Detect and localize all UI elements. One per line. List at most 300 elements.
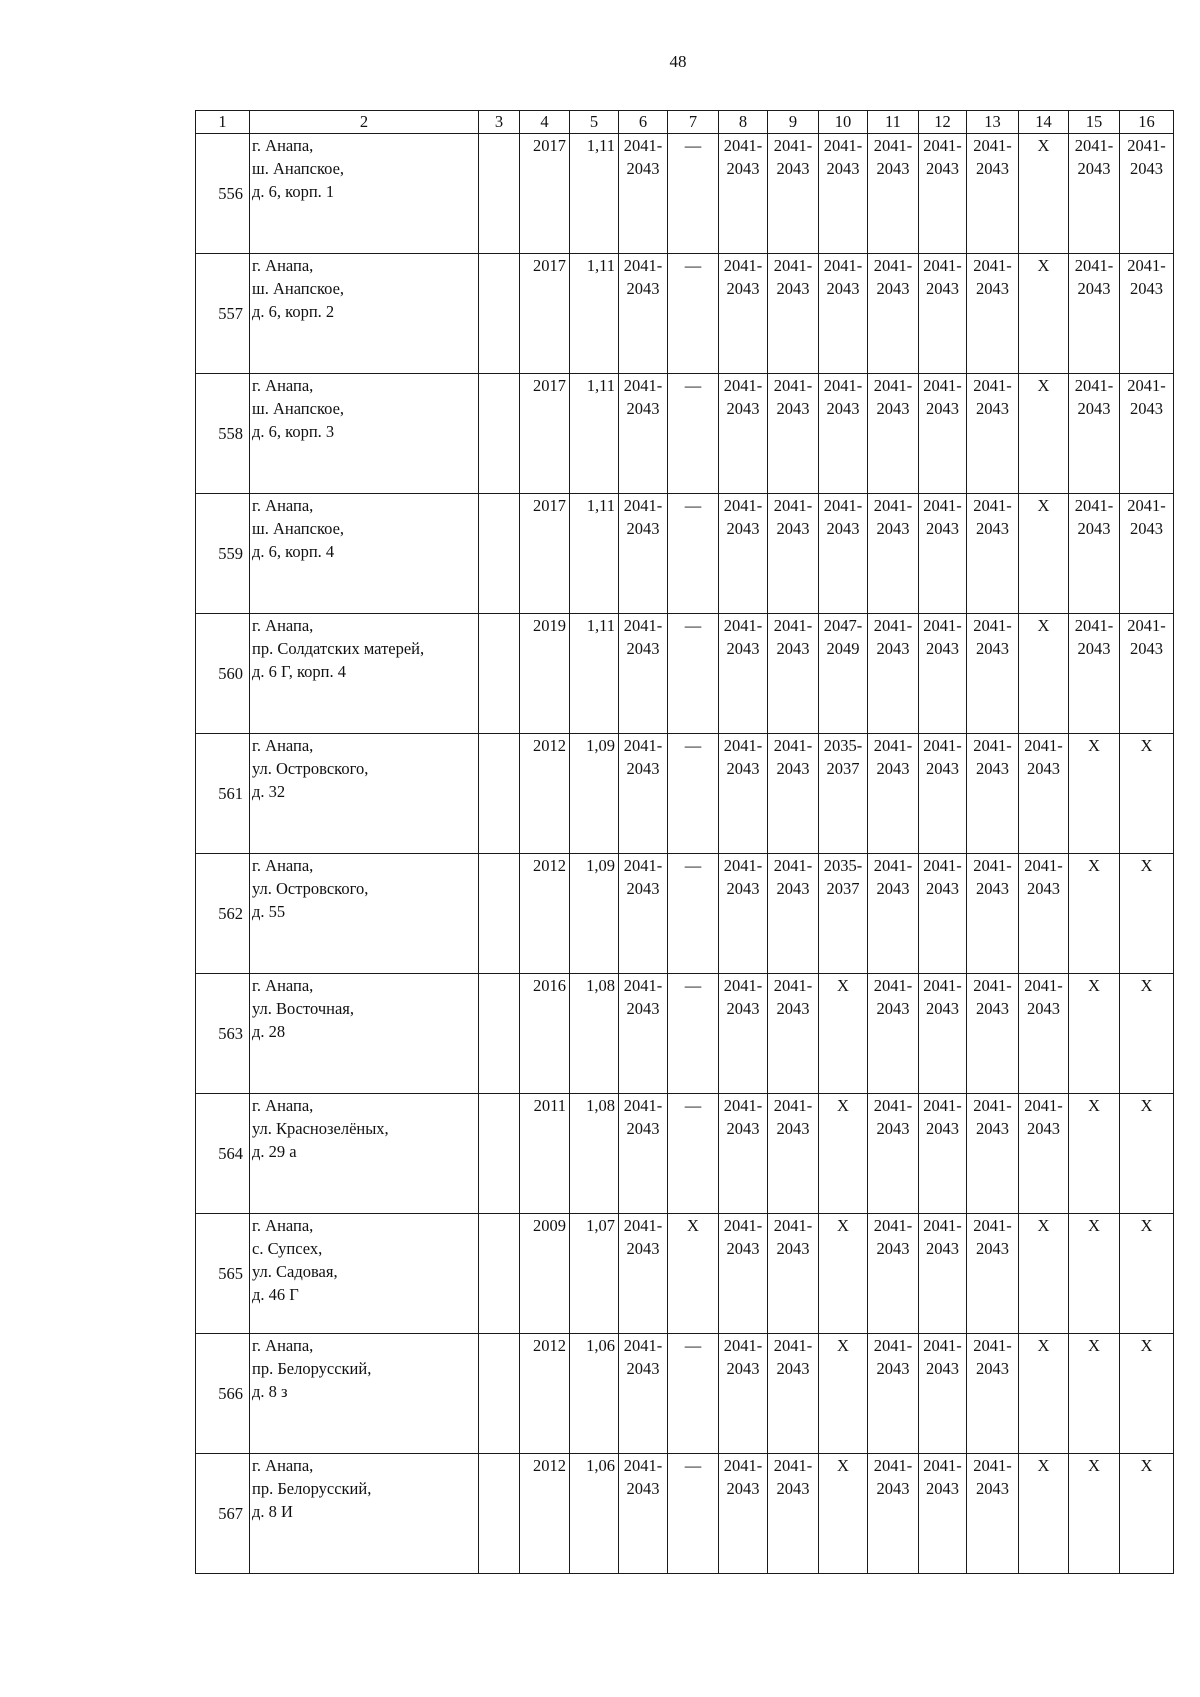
period-cell [719, 854, 768, 974]
table-row [196, 1214, 1174, 1334]
period-end: 2043 [876, 1119, 910, 1138]
period-start: 2041- [873, 856, 913, 875]
period-cell [919, 974, 967, 1094]
period-cell [868, 374, 919, 494]
period-cell [1120, 734, 1174, 854]
period-cell [719, 1454, 768, 1574]
year-cell: 2012 [520, 734, 570, 854]
empty-cell [479, 1214, 520, 1334]
empty-cell [479, 974, 520, 1094]
period-start: 2041- [823, 256, 863, 275]
period-start: 2041- [873, 256, 913, 275]
period-start: 2041- [773, 496, 813, 515]
period-start: 2041- [723, 376, 763, 395]
period-start: 2041- [723, 496, 763, 515]
address-line: ш. Анапское, [252, 279, 345, 298]
period-end: 2043 [776, 1119, 810, 1138]
period-cell [1069, 1214, 1120, 1334]
period-cell [719, 374, 768, 494]
coefficient-cell: 1,08 [570, 1094, 619, 1214]
table-row [196, 254, 1174, 374]
address-cell [250, 254, 479, 374]
period-mark: — [684, 1336, 702, 1355]
period-cell [768, 254, 819, 374]
period-cell [1019, 1214, 1069, 1334]
period-cell [719, 734, 768, 854]
period-cell [1019, 494, 1069, 614]
period-end: 2043 [726, 1119, 760, 1138]
coefficient-cell: 1,11 [570, 614, 619, 734]
period-cell [1069, 974, 1120, 1094]
period-start: 2041- [623, 136, 663, 155]
column-number-header: 5 [570, 111, 619, 134]
period-end: 2043 [626, 1239, 660, 1258]
period-cell [967, 1334, 1019, 1454]
period-start: 2041- [923, 976, 962, 995]
coefficient-cell: 1,06 [570, 1334, 619, 1454]
year-cell: 2017 [520, 134, 570, 254]
period-cell [768, 974, 819, 1094]
period-start: 2041- [623, 976, 663, 995]
address-cell [250, 1454, 479, 1574]
period-end: 2043 [626, 999, 660, 1018]
period-cell [668, 614, 719, 734]
period-start: 2041- [873, 1216, 913, 1235]
period-end: 2043 [876, 1359, 910, 1378]
period-start: 2041- [823, 496, 863, 515]
period-cell [1120, 134, 1174, 254]
period-cell [919, 134, 967, 254]
year-cell: 2012 [520, 854, 570, 974]
period-cell [919, 854, 967, 974]
period-end: 2043 [1130, 279, 1163, 298]
period-end: 2043 [876, 639, 910, 658]
period-cell [919, 734, 967, 854]
period-cell [868, 1094, 919, 1214]
period-end: 2043 [726, 519, 760, 538]
period-cell [619, 614, 668, 734]
address-cell [250, 494, 479, 614]
period-start: 2041- [873, 616, 913, 635]
period-start: 2041- [1127, 496, 1166, 515]
year-cell: 2012 [520, 1334, 570, 1454]
period-end: 2043 [626, 279, 660, 298]
period-cell [719, 134, 768, 254]
row-number: 565 [196, 1214, 250, 1334]
period-cell [1069, 134, 1120, 254]
period-mark: X [1140, 1336, 1153, 1355]
period-end: 2043 [776, 399, 810, 418]
period-end: 2043 [926, 759, 959, 778]
address-line: г. Анапа, [252, 1336, 314, 1355]
period-start: 2041- [973, 616, 1012, 635]
period-end: 2043 [926, 879, 959, 898]
period-end: 2043 [776, 639, 810, 658]
period-end: 2043 [776, 879, 810, 898]
period-cell [1120, 974, 1174, 1094]
year-cell: 2009 [520, 1214, 570, 1334]
period-start: 2041- [873, 376, 913, 395]
period-cell [768, 1454, 819, 1574]
address-line: д. 8 з [252, 1382, 288, 1401]
period-end: 2043 [926, 159, 959, 178]
period-mark: — [684, 976, 702, 995]
period-cell [967, 614, 1019, 734]
period-cell [619, 494, 668, 614]
period-end: 2043 [776, 159, 810, 178]
period-start: 2041- [773, 1336, 813, 1355]
address-line: д. 28 [252, 1022, 286, 1041]
column-number-header: 7 [668, 111, 719, 134]
period-end: 2043 [776, 759, 810, 778]
period-start: 2041- [773, 1456, 813, 1475]
period-end: 2043 [876, 279, 910, 298]
address-cell [250, 734, 479, 854]
period-start: 2041- [1074, 496, 1114, 515]
period-start: 2041- [973, 1096, 1012, 1115]
column-number-header: 13 [967, 111, 1019, 134]
period-mark: X [837, 1336, 849, 1355]
address-line: ул. Восточная, [252, 999, 354, 1018]
empty-cell [479, 614, 520, 734]
period-start: 2041- [1074, 256, 1114, 275]
period-end: 2037 [826, 879, 860, 898]
address-cell [250, 854, 479, 974]
period-cell [619, 1094, 668, 1214]
period-mark: X [1088, 736, 1100, 755]
period-cell [1069, 254, 1120, 374]
period-start: 2041- [1074, 616, 1114, 635]
period-start: 2041- [873, 136, 913, 155]
address-line: г. Анапа, [252, 616, 314, 635]
column-number-header: 15 [1069, 111, 1120, 134]
period-start: 2041- [723, 1096, 763, 1115]
period-cell [668, 1454, 719, 1574]
period-start: 2041- [1127, 376, 1166, 395]
period-mark: X [1037, 1456, 1050, 1475]
period-start: 2041- [623, 1096, 663, 1115]
row-number: 556 [196, 134, 250, 254]
period-cell [967, 254, 1019, 374]
period-cell [967, 1214, 1019, 1334]
period-mark: — [684, 136, 702, 155]
period-end: 2043 [1027, 879, 1060, 898]
year-cell: 2016 [520, 974, 570, 1094]
period-cell [719, 974, 768, 1094]
period-mark: X [1088, 976, 1100, 995]
table-row [196, 1094, 1174, 1214]
period-cell [1019, 614, 1069, 734]
period-end: 2043 [1077, 399, 1111, 418]
period-end: 2043 [876, 519, 910, 538]
period-cell [1069, 1334, 1120, 1454]
period-end: 2043 [976, 279, 1009, 298]
address-cell [250, 1214, 479, 1334]
address-line: пр. Белорусский, [252, 1479, 372, 1498]
period-cell [1019, 854, 1069, 974]
period-cell [1120, 254, 1174, 374]
period-end: 2043 [626, 639, 660, 658]
period-end: 2043 [976, 159, 1009, 178]
period-cell [619, 374, 668, 494]
column-number-header: 12 [919, 111, 967, 134]
period-start: 2041- [923, 1336, 962, 1355]
page-number: 48 [669, 52, 687, 71]
period-cell [919, 1214, 967, 1334]
period-cell [768, 1214, 819, 1334]
year-cell: 2019 [520, 614, 570, 734]
address-line: д. 6, корп. 1 [252, 182, 335, 201]
address-line: г. Анапа, [252, 1096, 314, 1115]
period-cell [868, 134, 919, 254]
address-line: д. 6, корп. 3 [252, 422, 335, 441]
period-end: 2043 [976, 639, 1009, 658]
row-number: 563 [196, 974, 250, 1094]
address-line: ш. Анапское, [252, 519, 345, 538]
period-end: 2043 [726, 639, 760, 658]
period-end: 2043 [776, 1239, 810, 1258]
period-start: 2041- [973, 136, 1012, 155]
row-number: 558 [196, 374, 250, 494]
period-cell [768, 1334, 819, 1454]
period-cell [619, 254, 668, 374]
period-cell [967, 734, 1019, 854]
table-row [196, 1454, 1174, 1574]
column-number-header: 8 [719, 111, 768, 134]
column-number-header: 3 [479, 111, 520, 134]
period-start: 2041- [623, 1456, 663, 1475]
period-start: 2041- [723, 616, 763, 635]
period-mark: X [837, 1456, 849, 1475]
period-end: 2043 [1027, 999, 1060, 1018]
period-cell [1069, 854, 1120, 974]
period-start: 2041- [623, 736, 663, 755]
period-start: 2041- [773, 136, 813, 155]
period-end: 2043 [926, 1359, 959, 1378]
period-end: 2043 [976, 759, 1009, 778]
period-end: 2043 [776, 1359, 810, 1378]
coefficient-cell: 1,08 [570, 974, 619, 1094]
period-cell [919, 1334, 967, 1454]
period-end: 2043 [926, 399, 959, 418]
period-start: 2041- [623, 376, 663, 395]
period-start: 2035- [823, 856, 863, 875]
table-row [196, 1334, 1174, 1454]
period-mark: X [1037, 376, 1050, 395]
period-mark: X [1140, 1216, 1153, 1235]
period-start: 2041- [823, 136, 863, 155]
period-end: 2043 [826, 399, 860, 418]
period-mark: X [837, 1216, 849, 1235]
period-start: 2041- [1024, 736, 1063, 755]
period-end: 2043 [626, 519, 660, 538]
address-line: ш. Анапское, [252, 399, 345, 418]
address-line: с. Супсех, [252, 1239, 323, 1258]
address-cell [250, 1334, 479, 1454]
period-cell [719, 494, 768, 614]
empty-cell [479, 1094, 520, 1214]
period-start: 2041- [623, 256, 663, 275]
period-end: 2043 [876, 159, 910, 178]
period-mark: — [684, 1456, 702, 1475]
address-line: г. Анапа, [252, 1456, 314, 1475]
row-number: 566 [196, 1334, 250, 1454]
period-cell [1019, 134, 1069, 254]
period-cell [668, 134, 719, 254]
empty-cell [479, 254, 520, 374]
address-cell [250, 974, 479, 1094]
period-cell [1120, 374, 1174, 494]
period-end: 2043 [876, 879, 910, 898]
address-line: ул. Островского, [252, 879, 369, 898]
coefficient-cell: 1,09 [570, 854, 619, 974]
period-end: 2043 [776, 1479, 810, 1498]
period-start: 2041- [773, 256, 813, 275]
period-end: 2043 [976, 399, 1009, 418]
period-cell [868, 1334, 919, 1454]
address-line: ш. Анапское, [252, 159, 345, 178]
period-cell [819, 734, 868, 854]
address-line: ул. Краснозелёных, [252, 1119, 389, 1138]
table-row [196, 134, 1174, 254]
period-cell [819, 1454, 868, 1574]
year-cell: 2017 [520, 374, 570, 494]
period-start: 2047- [823, 616, 863, 635]
period-end: 2043 [626, 159, 660, 178]
period-mark: X [1140, 856, 1153, 875]
period-end: 2043 [626, 1359, 660, 1378]
row-number: 557 [196, 254, 250, 374]
period-end: 2043 [726, 399, 760, 418]
period-cell [1120, 854, 1174, 974]
period-cell [1120, 614, 1174, 734]
period-start: 2041- [1024, 856, 1063, 875]
period-start: 2041- [873, 1336, 913, 1355]
period-start: 2041- [773, 856, 813, 875]
period-cell [619, 1214, 668, 1334]
period-cell [668, 494, 719, 614]
period-start: 2041- [973, 376, 1012, 395]
empty-cell [479, 734, 520, 854]
address-cell [250, 374, 479, 494]
address-line: д. 29 а [252, 1142, 297, 1161]
period-cell [1019, 974, 1069, 1094]
period-cell [619, 1454, 668, 1574]
period-end: 2043 [926, 639, 959, 658]
address-line: д. 55 [252, 902, 286, 921]
period-start: 2035- [823, 736, 863, 755]
coefficient-cell: 1,06 [570, 1454, 619, 1574]
period-mark: X [1088, 1216, 1100, 1235]
period-start: 2041- [973, 1456, 1012, 1475]
period-start: 2041- [773, 1216, 813, 1235]
address-line: пр. Солдатских матерей, [252, 639, 425, 658]
period-start: 2041- [873, 496, 913, 515]
period-end: 2043 [876, 759, 910, 778]
period-end: 2043 [626, 1479, 660, 1498]
address-line: г. Анапа, [252, 736, 314, 755]
period-start: 2041- [923, 736, 962, 755]
period-start: 2041- [823, 376, 863, 395]
period-cell [768, 734, 819, 854]
period-cell [819, 1334, 868, 1454]
period-end: 2043 [1077, 279, 1111, 298]
address-cell [250, 614, 479, 734]
period-start: 2041- [973, 1336, 1012, 1355]
period-start: 2041- [723, 256, 763, 275]
period-mark: X [1140, 976, 1153, 995]
period-cell [919, 1454, 967, 1574]
period-end: 2043 [726, 1359, 760, 1378]
period-start: 2041- [1127, 616, 1166, 635]
empty-cell [479, 1454, 520, 1574]
table-row [196, 614, 1174, 734]
period-cell [868, 854, 919, 974]
period-cell [868, 254, 919, 374]
period-end: 2043 [626, 399, 660, 418]
period-cell [868, 494, 919, 614]
coefficient-cell: 1,11 [570, 254, 619, 374]
period-mark: X [1140, 1096, 1153, 1115]
period-end: 2043 [626, 759, 660, 778]
period-start: 2041- [773, 376, 813, 395]
period-cell [919, 614, 967, 734]
period-end: 2043 [976, 1119, 1009, 1138]
period-cell [719, 1334, 768, 1454]
empty-cell [479, 134, 520, 254]
column-number-header: 1 [196, 111, 250, 134]
period-start: 2041- [973, 1216, 1012, 1235]
period-end: 2043 [726, 1239, 760, 1258]
period-mark: X [837, 1096, 849, 1115]
period-start: 2041- [923, 1216, 962, 1235]
period-start: 2041- [923, 136, 962, 155]
period-cell [967, 1454, 1019, 1574]
period-start: 2041- [873, 1096, 913, 1115]
period-end: 2043 [1077, 159, 1111, 178]
address-line: д. 32 [252, 782, 286, 801]
period-cell [1120, 1214, 1174, 1334]
period-start: 2041- [723, 736, 763, 755]
period-start: 2041- [923, 1096, 962, 1115]
period-start: 2041- [1127, 256, 1166, 275]
period-mark: X [1037, 136, 1050, 155]
period-start: 2041- [973, 496, 1012, 515]
period-end: 2043 [926, 999, 959, 1018]
empty-cell [479, 1334, 520, 1454]
period-mark: X [1140, 736, 1153, 755]
period-mark: — [684, 376, 702, 395]
period-cell [768, 494, 819, 614]
period-end: 2043 [1130, 159, 1163, 178]
period-cell [668, 1094, 719, 1214]
column-number-header: 14 [1019, 111, 1069, 134]
period-end: 2043 [876, 399, 910, 418]
period-cell [868, 1214, 919, 1334]
period-cell [619, 974, 668, 1094]
year-cell: 2017 [520, 254, 570, 374]
period-cell [668, 374, 719, 494]
period-start: 2041- [973, 856, 1012, 875]
column-number-header: 16 [1120, 111, 1174, 134]
empty-cell [479, 374, 520, 494]
period-mark: — [684, 856, 702, 875]
period-mark: X [1037, 256, 1050, 275]
period-cell [1120, 1454, 1174, 1574]
period-end: 2043 [826, 159, 860, 178]
column-number-header: 9 [768, 111, 819, 134]
period-end: 2043 [926, 1119, 959, 1138]
